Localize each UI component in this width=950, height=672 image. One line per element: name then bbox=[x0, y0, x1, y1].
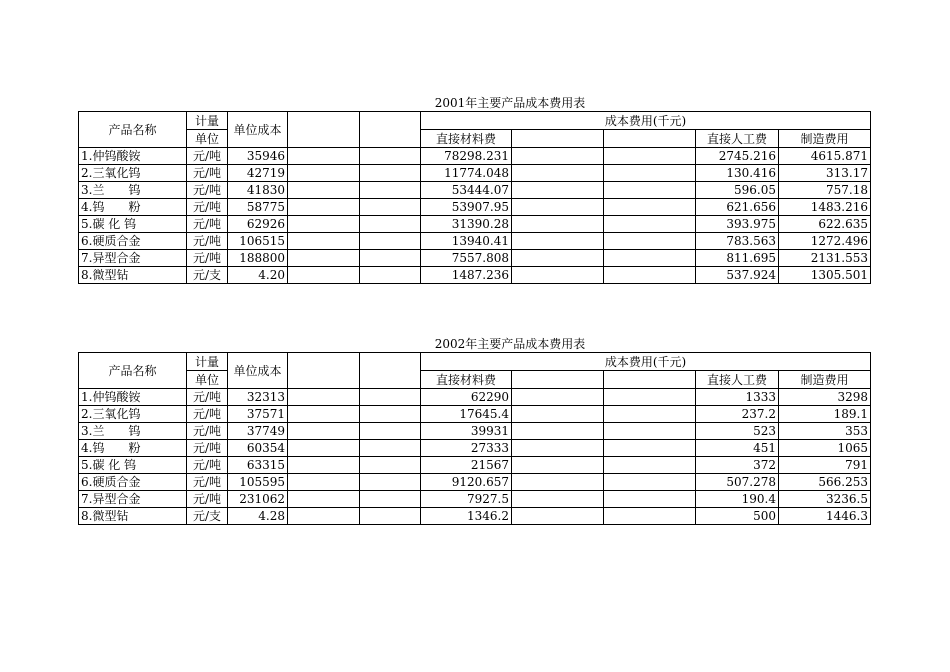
blank-cell bbox=[512, 233, 604, 250]
table-row bbox=[79, 457, 871, 474]
blank-cell bbox=[360, 233, 421, 250]
unit-header-top: 计量 bbox=[187, 112, 228, 130]
unit-cell: 元/吨 bbox=[187, 440, 228, 457]
direct-material-cell: 53907.95 bbox=[421, 199, 512, 216]
direct-labor-cell: 621.656 bbox=[696, 199, 779, 216]
blank-cell bbox=[604, 165, 696, 182]
manufacturing-cell: 566.253 bbox=[779, 474, 871, 491]
blank-cell bbox=[288, 491, 360, 508]
table-row bbox=[79, 233, 871, 250]
unit-cell: 元/吨 bbox=[187, 182, 228, 199]
blank-cell bbox=[288, 457, 360, 474]
blank-cell bbox=[360, 148, 421, 165]
unit-header-bottom: 单位 bbox=[187, 371, 228, 389]
manufacturing-cell: 3236.5 bbox=[779, 491, 871, 508]
product-name-cell: 8.微型钻 bbox=[79, 267, 187, 284]
direct-labor-cell: 811.695 bbox=[696, 250, 779, 267]
unit-cost-cell: 63315 bbox=[228, 457, 288, 474]
table1-header-row-1 bbox=[79, 112, 871, 130]
product-name-cell: 6.硬质合金 bbox=[79, 474, 187, 491]
blank-cell bbox=[360, 216, 421, 233]
product-name-cell: 4.钨 粉 bbox=[79, 440, 187, 457]
direct-labor-cell: 372 bbox=[696, 457, 779, 474]
unit-cost-cell: 4.28 bbox=[228, 508, 288, 525]
blank-cell bbox=[360, 508, 421, 525]
direct-material-header: 直接材料费 bbox=[421, 371, 512, 389]
direct-material-cell: 7557.808 bbox=[421, 250, 512, 267]
unit-cost-cell: 37749 bbox=[228, 423, 288, 440]
product-name-cell: 2.三氧化钨 bbox=[79, 406, 187, 423]
direct-labor-cell: 596.05 bbox=[696, 182, 779, 199]
product-name-cell: 2.三氧化钨 bbox=[79, 165, 187, 182]
table2-body bbox=[79, 389, 871, 525]
blank-cell bbox=[288, 389, 360, 406]
unit-cost-cell: 62926 bbox=[228, 216, 288, 233]
blank-cell bbox=[360, 474, 421, 491]
unit-cell: 元/吨 bbox=[187, 148, 228, 165]
direct-labor-cell: 2745.216 bbox=[696, 148, 779, 165]
unit-cell: 元/吨 bbox=[187, 474, 228, 491]
product-name-cell: 7.异型合金 bbox=[79, 491, 187, 508]
manufacturing-cell: 4615.871 bbox=[779, 148, 871, 165]
unit-cell: 元/吨 bbox=[187, 389, 228, 406]
blank-cell bbox=[604, 406, 696, 423]
unit-cell: 元/吨 bbox=[187, 423, 228, 440]
product-name-cell: 7.异型合金 bbox=[79, 250, 187, 267]
direct-material-cell: 11774.048 bbox=[421, 165, 512, 182]
unit-cell: 元/吨 bbox=[187, 165, 228, 182]
direct-material-cell: 9120.657 bbox=[421, 474, 512, 491]
direct-labor-cell: 523 bbox=[696, 423, 779, 440]
blank-cell bbox=[360, 423, 421, 440]
manufacturing-cell: 313.17 bbox=[779, 165, 871, 182]
unit-cell: 元/吨 bbox=[187, 199, 228, 216]
blank-cell bbox=[604, 216, 696, 233]
manufacturing-cell: 2131.553 bbox=[779, 250, 871, 267]
unit-header-top: 计量 bbox=[187, 353, 228, 371]
blank-header-cell bbox=[288, 112, 360, 148]
table-row bbox=[79, 423, 871, 440]
table-row bbox=[79, 199, 871, 216]
blank-cell bbox=[512, 423, 604, 440]
table-row bbox=[79, 491, 871, 508]
table-row bbox=[79, 474, 871, 491]
blank-cell bbox=[604, 233, 696, 250]
table2-title: 2002年主要产品成本费用表 bbox=[434, 337, 586, 351]
blank-cell bbox=[288, 165, 360, 182]
direct-material-cell: 31390.28 bbox=[421, 216, 512, 233]
table1-title: 2001年主要产品成本费用表 bbox=[434, 96, 586, 110]
unit-cell: 元/吨 bbox=[187, 406, 228, 423]
blank-cell bbox=[288, 508, 360, 525]
blank-header-cell bbox=[360, 353, 421, 389]
blank-cell bbox=[512, 474, 604, 491]
blank-cell bbox=[604, 267, 696, 284]
direct-labor-header: 直接人工费 bbox=[696, 130, 779, 148]
direct-material-cell: 17645.4 bbox=[421, 406, 512, 423]
direct-labor-cell: 393.975 bbox=[696, 216, 779, 233]
product-name-header: 产品名称 bbox=[79, 112, 187, 148]
direct-labor-cell: 783.563 bbox=[696, 233, 779, 250]
direct-material-header: 直接材料费 bbox=[421, 130, 512, 148]
direct-labor-header: 直接人工费 bbox=[696, 371, 779, 389]
unit-cell: 元/吨 bbox=[187, 250, 228, 267]
unit-cost-cell: 41830 bbox=[228, 182, 288, 199]
blank-header-cell bbox=[360, 112, 421, 148]
unit-cost-cell: 4.20 bbox=[228, 267, 288, 284]
table-row bbox=[79, 406, 871, 423]
manufacturing-cell: 791 bbox=[779, 457, 871, 474]
blank-header-cell bbox=[604, 130, 696, 148]
manufacturing-cell: 353 bbox=[779, 423, 871, 440]
product-name-cell: 8.微型钻 bbox=[79, 508, 187, 525]
product-name-cell: 5.碳 化 钨 bbox=[79, 216, 187, 233]
direct-material-cell: 53444.07 bbox=[421, 182, 512, 199]
table1-body bbox=[79, 148, 871, 284]
unit-cell: 元/支 bbox=[187, 267, 228, 284]
blank-cell bbox=[512, 199, 604, 216]
blank-cell bbox=[288, 233, 360, 250]
blank-header-cell bbox=[512, 371, 604, 389]
blank-cell bbox=[360, 491, 421, 508]
unit-cell: 元/吨 bbox=[187, 457, 228, 474]
table-row bbox=[79, 440, 871, 457]
table-row bbox=[79, 216, 871, 233]
direct-labor-cell: 537.924 bbox=[696, 267, 779, 284]
direct-material-cell: 78298.231 bbox=[421, 148, 512, 165]
blank-cell bbox=[512, 182, 604, 199]
blank-cell bbox=[288, 250, 360, 267]
blank-cell bbox=[512, 406, 604, 423]
blank-cell bbox=[360, 199, 421, 216]
direct-labor-cell: 500 bbox=[696, 508, 779, 525]
table-row bbox=[79, 148, 871, 165]
unit-cost-header: 单位成本 bbox=[228, 353, 288, 389]
manufacturing-cell: 189.1 bbox=[779, 406, 871, 423]
blank-header-cell bbox=[512, 130, 604, 148]
blank-cell bbox=[512, 508, 604, 525]
unit-cost-cell: 188800 bbox=[228, 250, 288, 267]
table1-header-row-2 bbox=[79, 130, 871, 148]
direct-material-cell: 1487.236 bbox=[421, 267, 512, 284]
blank-cell bbox=[360, 440, 421, 457]
blank-cell bbox=[512, 389, 604, 406]
blank-cell bbox=[604, 508, 696, 525]
product-name-cell: 5.碳 化 钨 bbox=[79, 457, 187, 474]
product-name-cell: 3.兰 钨 bbox=[79, 182, 187, 199]
direct-material-cell: 13940.41 bbox=[421, 233, 512, 250]
cost-group-header: 成本费用(千元) bbox=[421, 112, 871, 130]
blank-cell bbox=[360, 267, 421, 284]
direct-material-cell: 62290 bbox=[421, 389, 512, 406]
unit-cost-cell: 58775 bbox=[228, 199, 288, 216]
blank-cell bbox=[604, 250, 696, 267]
blank-cell bbox=[360, 165, 421, 182]
blank-cell bbox=[360, 250, 421, 267]
product-name-cell: 6.硬质合金 bbox=[79, 233, 187, 250]
blank-cell bbox=[604, 182, 696, 199]
unit-cost-cell: 105595 bbox=[228, 474, 288, 491]
blank-cell bbox=[360, 182, 421, 199]
blank-cell bbox=[288, 182, 360, 199]
unit-cost-cell: 35946 bbox=[228, 148, 288, 165]
table2-header-row-1 bbox=[79, 353, 871, 371]
direct-labor-cell: 190.4 bbox=[696, 491, 779, 508]
blank-cell bbox=[288, 148, 360, 165]
product-name-header: 产品名称 bbox=[79, 353, 187, 389]
direct-material-cell: 1346.2 bbox=[421, 508, 512, 525]
unit-cell: 元/吨 bbox=[187, 216, 228, 233]
blank-cell bbox=[512, 440, 604, 457]
manufacturing-cell: 757.18 bbox=[779, 182, 871, 199]
blank-cell bbox=[604, 423, 696, 440]
manufacturing-header: 制造费用 bbox=[779, 130, 871, 148]
blank-cell bbox=[512, 250, 604, 267]
table-row bbox=[79, 389, 871, 406]
blank-cell bbox=[604, 148, 696, 165]
blank-cell bbox=[512, 267, 604, 284]
cost-group-header: 成本费用(千元) bbox=[421, 353, 871, 371]
manufacturing-cell: 622.635 bbox=[779, 216, 871, 233]
table-row bbox=[79, 165, 871, 182]
unit-cost-cell: 42719 bbox=[228, 165, 288, 182]
blank-cell bbox=[512, 491, 604, 508]
direct-labor-cell: 1333 bbox=[696, 389, 779, 406]
blank-cell bbox=[604, 474, 696, 491]
blank-cell bbox=[604, 491, 696, 508]
table-row bbox=[79, 182, 871, 199]
blank-cell bbox=[288, 423, 360, 440]
blank-cell bbox=[288, 406, 360, 423]
blank-header-cell bbox=[604, 371, 696, 389]
blank-cell bbox=[360, 389, 421, 406]
blank-cell bbox=[288, 199, 360, 216]
blank-cell bbox=[604, 457, 696, 474]
manufacturing-cell: 3298 bbox=[779, 389, 871, 406]
blank-cell bbox=[512, 457, 604, 474]
table1-cost-table bbox=[78, 111, 871, 284]
blank-cell bbox=[288, 474, 360, 491]
direct-labor-cell: 451 bbox=[696, 440, 779, 457]
direct-material-cell: 21567 bbox=[421, 457, 512, 474]
product-name-cell: 3.兰 钨 bbox=[79, 423, 187, 440]
unit-cell: 元/吨 bbox=[187, 233, 228, 250]
manufacturing-cell: 1446.3 bbox=[779, 508, 871, 525]
unit-cell: 元/支 bbox=[187, 508, 228, 525]
blank-cell bbox=[604, 199, 696, 216]
direct-material-cell: 39931 bbox=[421, 423, 512, 440]
blank-cell bbox=[288, 216, 360, 233]
table-row bbox=[79, 267, 871, 284]
direct-material-cell: 7927.5 bbox=[421, 491, 512, 508]
unit-cost-cell: 60354 bbox=[228, 440, 288, 457]
manufacturing-cell: 1065 bbox=[779, 440, 871, 457]
blank-cell bbox=[512, 148, 604, 165]
unit-cost-cell: 231062 bbox=[228, 491, 288, 508]
product-name-cell: 1.仲钨酸铵 bbox=[79, 389, 187, 406]
unit-cost-header: 单位成本 bbox=[228, 112, 288, 148]
direct-labor-cell: 130.416 bbox=[696, 165, 779, 182]
unit-cost-cell: 37571 bbox=[228, 406, 288, 423]
blank-cell bbox=[604, 440, 696, 457]
blank-cell bbox=[604, 389, 696, 406]
table2-header-row-2 bbox=[79, 371, 871, 389]
blank-cell bbox=[288, 440, 360, 457]
unit-cost-cell: 106515 bbox=[228, 233, 288, 250]
unit-header-bottom: 单位 bbox=[187, 130, 228, 148]
table2-cost-table bbox=[78, 352, 871, 525]
blank-cell bbox=[360, 406, 421, 423]
manufacturing-cell: 1305.501 bbox=[779, 267, 871, 284]
unit-cost-cell: 32313 bbox=[228, 389, 288, 406]
manufacturing-cell: 1483.216 bbox=[779, 199, 871, 216]
blank-cell bbox=[512, 216, 604, 233]
blank-cell bbox=[512, 165, 604, 182]
table-row bbox=[79, 508, 871, 525]
direct-material-cell: 27333 bbox=[421, 440, 512, 457]
manufacturing-cell: 1272.496 bbox=[779, 233, 871, 250]
product-name-cell: 4.钨 粉 bbox=[79, 199, 187, 216]
manufacturing-header: 制造费用 bbox=[779, 371, 871, 389]
blank-cell bbox=[360, 457, 421, 474]
direct-labor-cell: 237.2 bbox=[696, 406, 779, 423]
table-row bbox=[79, 250, 871, 267]
product-name-cell: 1.仲钨酸铵 bbox=[79, 148, 187, 165]
blank-cell bbox=[288, 267, 360, 284]
unit-cell: 元/吨 bbox=[187, 491, 228, 508]
direct-labor-cell: 507.278 bbox=[696, 474, 779, 491]
blank-header-cell bbox=[288, 353, 360, 389]
